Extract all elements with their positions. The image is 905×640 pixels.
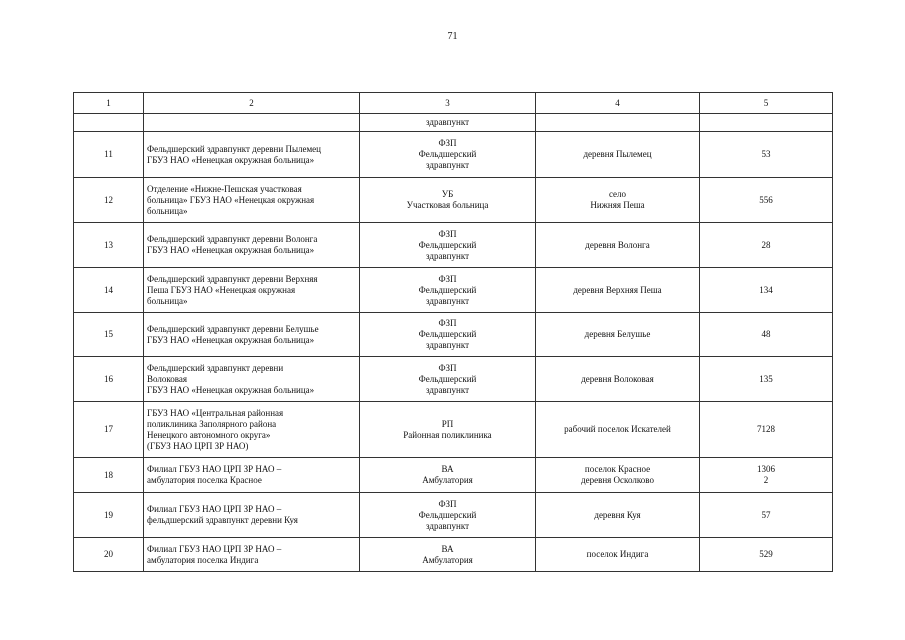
population-text: 556	[759, 194, 773, 205]
facility-name-text: Филиал ГБУЗ НАО ЦРП ЗР НАО –	[147, 543, 282, 554]
continuation-cell-3: здравпункт	[360, 114, 536, 132]
facility-type-text: ФЗП	[438, 362, 457, 373]
row-number-text: 12	[104, 194, 113, 205]
facility-location-text: поселок Красное	[584, 464, 651, 474]
facility-type-text: РП	[441, 418, 454, 429]
facility-type-text: ФЗП	[438, 228, 457, 239]
row-number-cell	[74, 313, 144, 357]
facility-type-text: ФЗП	[438, 273, 457, 284]
facility-name-cell	[144, 402, 360, 458]
row-number-text: 11	[104, 149, 113, 159]
table-row	[74, 493, 833, 538]
row-number-cell	[74, 402, 144, 458]
row-number-cell	[74, 357, 144, 402]
population-text: 7128	[757, 424, 775, 434]
facility-name-text: ГБУЗ НАО «Центральная районная	[147, 407, 284, 418]
table-row	[74, 357, 833, 402]
facility-type-text: ФЗП	[438, 138, 457, 148]
facility-location-cell	[536, 493, 700, 538]
facility-name-text: Отделение «Нижне-Пешская участковая	[147, 183, 302, 194]
facility-name-text: Филиал ГБУЗ НАО ЦРП ЗР НАО –	[147, 504, 282, 514]
row-number-cell	[74, 132, 144, 178]
facility-location-text: село	[608, 189, 627, 199]
facility-location-cell	[536, 178, 700, 223]
facility-type-text: Амбулатория	[422, 475, 473, 485]
facility-name-text: ГБУЗ НАО «Ненецкая окружная больница»	[147, 245, 315, 255]
facility-name-text: ГБУЗ НАО «Ненецкая окружная больница»	[147, 154, 315, 165]
facility-location-text: деревня Осколково	[581, 475, 654, 485]
facility-type-text: здравпункт	[425, 250, 470, 261]
header-col-5: 5	[700, 93, 833, 114]
table-row	[74, 268, 833, 313]
facility-type-cell	[360, 178, 536, 223]
facility-type-text: здравпункт	[425, 384, 470, 395]
table-row	[74, 458, 833, 493]
population-text: 48	[761, 329, 771, 339]
facility-name-text: больница» ГБУЗ НАО «Ненецкая окружная	[147, 194, 315, 205]
facility-name-text: фельдшерский здравпункт деревни Куя	[147, 515, 298, 525]
facility-type-text: Фельдшерский	[418, 149, 477, 159]
facility-name-text: амбулатория поселка Индига	[147, 554, 259, 565]
facility-type-text: здравпункт	[425, 520, 470, 531]
facility-name-cell	[144, 268, 360, 313]
facility-name-text: ГБУЗ НАО «Ненецкая окружная больница»	[147, 334, 315, 345]
table-row	[74, 402, 833, 458]
facility-name-text: Филиал ГБУЗ НАО ЦРП ЗР НАО –	[147, 464, 282, 474]
facility-name-cell	[144, 493, 360, 538]
facility-name-cell	[144, 357, 360, 402]
facility-location-text: деревня Волонга	[585, 239, 650, 250]
facility-type-text: Районная поликлиника	[403, 429, 492, 440]
facility-type-text: ФЗП	[438, 318, 457, 328]
facility-name-cell	[144, 538, 360, 572]
facility-name-text: (ГБУЗ НАО ЦРП ЗР НАО)	[147, 440, 249, 451]
facility-location-text: деревня Верхняя Пеша	[573, 284, 662, 295]
facility-type-cell	[360, 268, 536, 313]
facility-type-cell	[360, 313, 536, 357]
population-cell	[700, 223, 833, 268]
facility-name-text: Волоковая	[147, 373, 188, 384]
facility-location-cell	[536, 538, 700, 572]
population-text: 135	[759, 373, 773, 384]
row-number-cell	[74, 223, 144, 268]
facility-name-cell	[144, 132, 360, 178]
population-cell	[700, 132, 833, 178]
header-col-1: 1	[74, 93, 144, 114]
population-cell	[700, 268, 833, 313]
facility-location-cell	[536, 223, 700, 268]
facility-type-text: Фельдшерский	[418, 373, 477, 384]
facility-name-text: поликлиника Заполярного района	[147, 418, 277, 429]
facility-name-text: Пеша ГБУЗ НАО «Ненецкая окружная	[147, 284, 296, 295]
facility-location-cell	[536, 357, 700, 402]
population-text: 2	[763, 475, 769, 485]
table-row	[74, 538, 833, 572]
population-cell	[700, 538, 833, 572]
row-number-text: 13	[104, 239, 113, 250]
facility-name-text: Фельдшерский здравпункт деревни Пылемец	[147, 143, 321, 154]
population-cell	[700, 357, 833, 402]
header-col-2: 2	[144, 93, 360, 114]
population-cell	[700, 458, 833, 493]
facility-type-text: ВА	[441, 464, 454, 474]
facility-name-text: ГБУЗ НАО «Ненецкая окружная больница»	[147, 384, 315, 395]
facility-type-text: Фельдшерский	[418, 239, 477, 250]
population-text: 57	[761, 509, 771, 520]
facility-location-text: Нижняя Пеша	[590, 200, 645, 210]
facility-type-text: Фельдшерский	[418, 284, 477, 295]
row-number-cell	[74, 493, 144, 538]
facility-name-cell	[144, 178, 360, 223]
continuation-cell-2	[144, 114, 360, 132]
page-number: 71	[447, 31, 458, 42]
facility-type-text: УБ	[441, 189, 454, 199]
facility-location-text: рабочий поселок Искателей	[564, 424, 671, 434]
population-text: 134	[759, 284, 773, 295]
row-number-cell	[74, 268, 144, 313]
row-number-text: 17	[104, 424, 113, 434]
population-cell	[700, 402, 833, 458]
table-row	[74, 132, 833, 178]
facility-location-cell	[536, 132, 700, 178]
row-number-text: 19	[104, 509, 113, 520]
facility-name-text: больница»	[147, 295, 188, 306]
population-text: 53	[761, 149, 771, 159]
continuation-cell-4	[536, 114, 700, 132]
facility-location-cell	[536, 268, 700, 313]
facility-type-cell	[360, 458, 536, 493]
facility-name-text: Фельдшерский здравпункт деревни Волонга	[147, 234, 318, 244]
facility-location-cell	[536, 402, 700, 458]
population-text: 28	[761, 239, 771, 250]
facility-location-text: поселок Индига	[586, 549, 649, 559]
facility-name-text: Ненецкого автономного округа»	[147, 429, 271, 440]
facility-type-text: здравпункт	[425, 160, 470, 170]
population-cell	[700, 178, 833, 223]
facility-type-text: Фельдшерский	[418, 329, 477, 339]
facility-type-text: Амбулатория	[422, 554, 473, 565]
row-number-text: 20	[104, 549, 113, 559]
facility-name-cell	[144, 313, 360, 357]
facility-type-text: здравпункт	[425, 340, 470, 350]
row-number-cell	[74, 538, 144, 572]
facility-name-text: Фельдшерский здравпункт деревни Верхняя	[147, 273, 318, 284]
facility-type-cell	[360, 538, 536, 572]
continuation-row	[74, 114, 833, 132]
facility-name-text: больница»	[147, 205, 188, 216]
population-text: 1306	[757, 464, 775, 474]
header-col-4: 4	[536, 93, 700, 114]
row-number-text: 15	[104, 329, 113, 339]
facilities-table	[73, 92, 833, 572]
facility-location-text: деревня Белушье	[584, 329, 651, 339]
row-number-text: 18	[104, 469, 113, 480]
header-col-3: 3	[360, 93, 536, 114]
facility-type-cell	[360, 402, 536, 458]
population-cell	[700, 313, 833, 357]
facility-type-text: Участковая больница	[406, 200, 489, 210]
row-number-text: 16	[104, 373, 113, 384]
facility-name-text: Фельдшерский здравпункт деревни	[147, 362, 284, 373]
facility-name-cell	[144, 458, 360, 493]
continuation-cell-1	[74, 114, 144, 132]
facility-location-text: деревня Куя	[594, 509, 641, 520]
facility-type-cell	[360, 223, 536, 268]
row-number-cell	[74, 178, 144, 223]
population-text: 529	[759, 549, 773, 559]
facility-type-text: здравпункт	[425, 295, 470, 306]
facility-type-text: Фельдшерский	[418, 509, 477, 520]
facility-location-cell	[536, 458, 700, 493]
facility-location-text: деревня Волоковая	[581, 373, 654, 384]
facility-type-text: ФЗП	[438, 498, 457, 509]
continuation-cell-5	[700, 114, 833, 132]
facility-location-text: деревня Пылемец	[583, 149, 652, 159]
facility-name-cell	[144, 223, 360, 268]
facility-type-cell	[360, 493, 536, 538]
table-row	[74, 223, 833, 268]
facility-type-cell	[360, 357, 536, 402]
row-number-cell	[74, 458, 144, 493]
facility-name-text: амбулатория поселка Красное	[147, 475, 262, 485]
population-cell	[700, 493, 833, 538]
table-row	[74, 178, 833, 223]
facility-name-text: Фельдшерский здравпункт деревни Белушье	[147, 323, 319, 334]
row-number-text: 14	[104, 284, 113, 295]
facility-type-cell	[360, 132, 536, 178]
facility-location-cell	[536, 313, 700, 357]
table-row	[74, 313, 833, 357]
header-row	[74, 93, 833, 114]
facility-type-text: ВА	[441, 543, 454, 554]
